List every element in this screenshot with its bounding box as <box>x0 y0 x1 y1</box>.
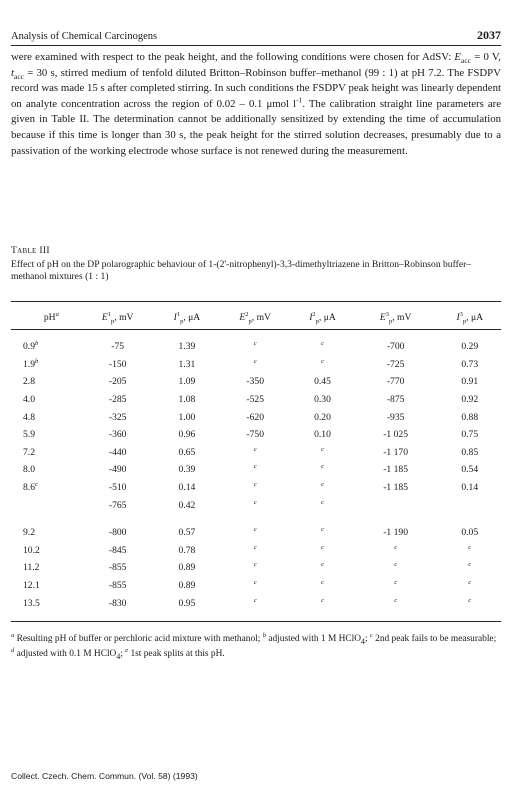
cell-i3: c <box>468 596 472 604</box>
cell-i2: 0.45 <box>314 376 331 388</box>
ph-note-mark: b <box>35 357 39 365</box>
cell-e1: -150 <box>108 358 127 370</box>
ph-note-mark: c <box>35 480 38 488</box>
cell-i1: 0.42 <box>178 499 196 511</box>
cell-i1: 0.57 <box>178 527 196 539</box>
cell-ph: 12.1 <box>23 580 40 592</box>
cell-e2: c <box>253 498 257 506</box>
cell-i1: 1.09 <box>178 376 196 388</box>
table-row <box>11 426 501 444</box>
footnote-text: 2nd peak fails to be measurable; <box>372 634 497 644</box>
cell-e2: -525 <box>246 394 264 406</box>
cell-i1: 1.39 <box>178 341 196 353</box>
table-row <box>11 594 501 612</box>
journal-citation: Collect. Czech. Chem. Commun. (Vol. 58) (1993) <box>11 771 198 781</box>
col-header-i1: $I^1_p$, μA <box>173 310 201 325</box>
cell-ph: 4.8 <box>23 411 35 423</box>
cell-i2: 0.30 <box>314 394 331 406</box>
cell-ph: 11.2 <box>23 562 40 574</box>
cell-i3: c <box>468 578 472 586</box>
cell-e3: -700 <box>386 341 405 353</box>
cell-e3: -1 025 <box>383 429 409 441</box>
cell-ph: 8.0 <box>23 464 35 476</box>
footnote-text: ; <box>364 634 370 644</box>
table-label: Table III <box>11 245 50 256</box>
cell-e3: -1 190 <box>383 527 409 539</box>
footnote-mark: c <box>369 631 373 639</box>
cell-e2: c <box>253 596 257 604</box>
cell-i1: 0.95 <box>178 597 196 609</box>
cell-e1: -855 <box>108 562 127 574</box>
cell-e1: -510 <box>108 482 127 494</box>
col-header-i2: $I^2_p$, μA <box>309 310 336 325</box>
table-row <box>11 524 501 542</box>
cell-i2: c <box>321 543 324 551</box>
footnote-mark: a <box>11 631 15 639</box>
cell-e3: -725 <box>386 358 405 370</box>
cell-e2: c <box>253 526 257 534</box>
cell-ph: 1.9$^b$ <box>23 357 39 370</box>
cell-ph: 13.5 <box>23 597 40 609</box>
cell-i2: c <box>321 480 324 488</box>
eacc-subscript: acc <box>461 56 471 66</box>
table-row <box>11 542 501 560</box>
col-header-e1: $E^1_p$, mV <box>101 310 134 325</box>
cell-i3: 0.73 <box>461 358 479 370</box>
cell-e2: -620 <box>246 411 264 423</box>
cell-i1: 0.65 <box>178 446 196 458</box>
cell-ph: 8.6$^c$ <box>23 480 38 494</box>
cell-i1: 0.78 <box>178 544 196 556</box>
cell-e2: -350 <box>246 376 264 388</box>
cell-e2: c <box>253 463 257 471</box>
cell-e3: -875 <box>386 394 405 406</box>
table-caption <box>11 245 501 284</box>
cell-ph: 9.2 <box>23 527 35 539</box>
body-paragraph <box>11 50 501 159</box>
cell-e1: -205 <box>108 376 127 388</box>
cell-i2: c <box>321 463 324 471</box>
cell-e1: -490 <box>108 464 127 476</box>
cell-i2: c <box>321 561 324 569</box>
cell-i1: 1.31 <box>178 358 196 370</box>
cell-i2: c <box>321 578 324 586</box>
cell-i3: 0.91 <box>461 376 479 388</box>
col-header-i3: $I^3_p$, μA <box>456 310 484 325</box>
running-title: Analysis of Chemical Carcinogens <box>11 31 158 42</box>
col-header-e2: $E^2_p$, mV <box>239 310 271 325</box>
footnote-subscript: 4 <box>116 652 121 662</box>
footnote-mark: b <box>262 631 266 639</box>
paragraph-text: . The calibration straight line parameters are given in Table II. The determination cannot be additionally sensitized by extending the time of accumulation because if this time is longer than 30 s, the peak height for the stirred solution decreases, presumably due to a passivation of the working electrode whose surface is not renewed during the measurement. <box>11 97 501 157</box>
footnote-subscript: 4 <box>361 636 365 646</box>
unit-exponent: -1 <box>296 95 303 105</box>
ph-note-mark: b <box>35 340 39 348</box>
table-row <box>11 373 501 391</box>
cell-i3: 0.05 <box>461 527 479 539</box>
cell-ph: 4.0 <box>23 394 35 406</box>
cell-i3: 0.92 <box>461 394 479 406</box>
table-row <box>11 496 501 514</box>
cell-e3: -1 185 <box>383 482 409 494</box>
cell-e2: c <box>253 445 257 453</box>
cell-e2: c <box>253 543 257 551</box>
tacc-subscript: acc <box>14 71 24 81</box>
cell-e2: -750 <box>246 429 264 441</box>
cell-i3: 0.88 <box>461 411 479 423</box>
footnote-text: ; <box>120 649 126 660</box>
cell-e1: -855 <box>108 580 127 592</box>
cell-i2: c <box>321 498 324 506</box>
cell-e2: c <box>253 561 257 569</box>
cell-i2: 0.20 <box>314 411 331 423</box>
footnote-mark: e <box>125 647 129 655</box>
cell-e1: -285 <box>108 394 127 406</box>
footnote-text: 1st peak splits at this pH. <box>128 649 225 660</box>
paragraph-text: = 30 s, stirred medium of tenfold diluted Britton–Robinson buffer–methanol (99 : 1) at pH 7.2. The FSDPV record was made 15 s after completed stirring. In such conditions the FSDPV peak height was linearly dependent on analyte concentration across the region of 0.02 – 0.1 μmol l <box>11 66 501 110</box>
table-row <box>11 391 501 409</box>
footnote-mark: d <box>11 647 15 655</box>
cell-i3: 0.14 <box>461 482 479 494</box>
table-header-row <box>11 306 501 328</box>
cell-e3: c <box>394 561 398 569</box>
cell-i1: 1.00 <box>178 411 196 423</box>
cell-e2: c <box>253 340 257 348</box>
cell-e1: -75 <box>111 341 125 353</box>
cell-i1: 1.08 <box>178 394 196 406</box>
cell-i2: 0.10 <box>314 429 331 441</box>
footnote-text: adjusted with 1 M HClO <box>265 634 362 644</box>
table-spacer-row <box>11 514 501 524</box>
cell-i3: c <box>468 543 472 551</box>
cell-e2: c <box>253 357 257 365</box>
cell-e3: -770 <box>386 376 405 388</box>
table-row <box>11 461 501 479</box>
cell-i2: c <box>321 445 324 453</box>
col-header-ph: $pH^a$ <box>43 310 59 323</box>
cell-e1: -830 <box>108 597 127 609</box>
cell-i3: c <box>468 561 472 569</box>
cell-i3: 0.85 <box>461 446 479 458</box>
cell-e3: c <box>394 543 398 551</box>
cell-e2: c <box>253 480 257 488</box>
cell-e3: -935 <box>386 411 405 423</box>
cell-i2: c <box>321 596 324 604</box>
cell-ph: 2.8 <box>23 376 35 388</box>
cell-ph: 10.2 <box>23 544 40 556</box>
footnote-text: Resulting pH of buffer or perchloric acid mixture with methanol; <box>14 634 263 644</box>
cell-e1: -765 <box>108 499 127 511</box>
running-head <box>11 27 501 46</box>
cell-i1: 0.39 <box>178 464 196 476</box>
table-row <box>11 408 501 426</box>
cell-e2: c <box>253 578 257 586</box>
cell-e1: -845 <box>108 544 127 556</box>
table-row <box>11 338 501 356</box>
table-row <box>11 577 501 595</box>
cell-i1: 0.89 <box>178 562 196 574</box>
table-row <box>11 559 501 577</box>
cell-i1: 0.96 <box>178 429 196 441</box>
table-row <box>11 356 501 374</box>
paragraph-text: were examined with respect to the peak height, and the following conditions were chosen for AdSV: <box>11 51 455 63</box>
cell-i3: 0.54 <box>461 464 479 476</box>
table-footnote <box>11 633 501 664</box>
cell-e3: c <box>394 596 398 604</box>
cell-e1: -360 <box>108 429 127 441</box>
cell-e3 <box>353 496 439 514</box>
table-body <box>11 328 501 612</box>
cell-ph: 5.9 <box>23 429 35 441</box>
table-top-rule <box>11 301 501 302</box>
cell-i2: c <box>321 340 324 348</box>
table-caption-text: Effect of pH on the DP polarographic behaviour of 1-(2'-nitrophenyl)-3,3-dimethyltriazene in Britton–Robinson buffer–methanol mixtures (1 : 1) <box>11 258 472 282</box>
cell-e1: -325 <box>108 411 127 423</box>
cell-i2: c <box>321 357 324 365</box>
cell-i3 <box>438 496 501 514</box>
cell-ph: 0.9$^b$ <box>23 340 39 353</box>
eacc-symbol: E <box>454 51 461 63</box>
tacc-symbol: t <box>11 66 14 79</box>
cell-e1: -440 <box>108 446 127 458</box>
footnote-text: adjusted with 0.1 M HClO <box>14 649 117 660</box>
cell-i1: 0.89 <box>178 580 196 592</box>
table-row <box>11 444 501 462</box>
table-spacer-row <box>11 328 501 338</box>
cell-e3: -1 185 <box>383 464 409 476</box>
col-header-e3: $E^3_p$, mV <box>379 310 412 325</box>
table-bottom-rule <box>11 621 501 622</box>
table-row <box>11 479 501 497</box>
cell-i3: 0.75 <box>461 429 479 441</box>
cell-e1: -800 <box>108 527 127 539</box>
eacc-value: = 0 V, <box>471 51 501 63</box>
cell-e3: c <box>394 578 398 586</box>
page-number: 2037 <box>477 28 501 42</box>
cell-ph: 7.2 <box>23 446 35 458</box>
cell-i1: 0.14 <box>178 482 196 494</box>
cell-e3: -1 170 <box>383 446 409 458</box>
cell-i2: c <box>321 526 324 534</box>
cell-ph <box>11 496 80 514</box>
data-table <box>11 306 501 612</box>
cell-i3: 0.29 <box>461 341 479 353</box>
